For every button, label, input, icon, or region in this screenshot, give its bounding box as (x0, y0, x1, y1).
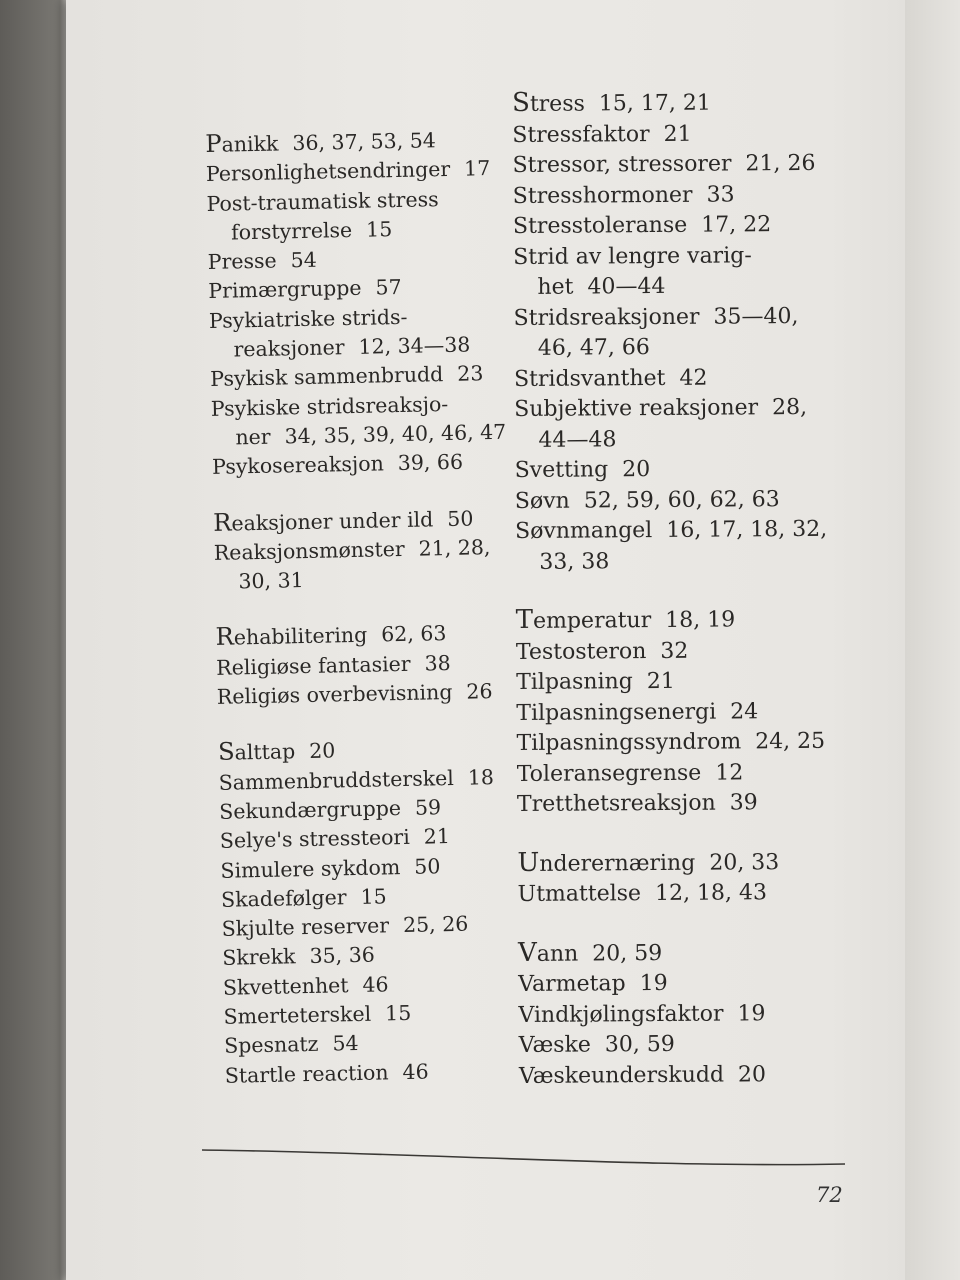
index-pages: 24 (730, 698, 759, 724)
index-pages: 35—40, (713, 303, 799, 330)
index-entry (518, 968, 830, 1001)
index-entry (514, 301, 826, 334)
index-letter-group (218, 732, 520, 1091)
index-entry (516, 666, 828, 699)
index-pages: 18 (467, 764, 495, 790)
index-term: Svetting (514, 457, 609, 483)
index-letter-group (517, 845, 830, 910)
index-letter-group (205, 124, 507, 483)
index-term: Toleransegrense (516, 760, 702, 787)
index-entry (515, 454, 827, 487)
index-letter-group (518, 935, 831, 1092)
index-term: Stressfaktor (512, 121, 650, 148)
index-pages: 54 (290, 247, 317, 273)
index-pages: 46 (402, 1059, 429, 1084)
index-entry (514, 393, 826, 426)
index-entry (218, 762, 513, 797)
index-entry (512, 118, 824, 151)
index-column-left (205, 124, 520, 1117)
index-term: Psykosereaksjon (211, 451, 385, 480)
index-entry (519, 1059, 831, 1092)
index-entry (515, 515, 827, 548)
index-term: Skrekk (222, 944, 296, 971)
index-pages: 52, 59, 60, 62, 63 (583, 486, 780, 514)
index-pages: 44—48 (538, 426, 617, 453)
index-term: Vindkjølingsfaktor (518, 1001, 724, 1028)
adjacent-page-edge (905, 0, 960, 1280)
index-entry (518, 935, 830, 970)
index-term: Testosteron (515, 638, 647, 665)
index-pages: 15 (360, 884, 387, 909)
index-pages: 23 (457, 361, 484, 387)
index-term: Tretthetsreaksjon (516, 790, 716, 817)
index-pages: 12 (715, 759, 744, 786)
index-pages: 21, 26 (745, 150, 816, 177)
index-pages: 34, 35, 39, 40, 46, 47 (284, 419, 507, 449)
index-pages: 46 (362, 972, 389, 997)
index-term: Spesnatz (223, 1032, 319, 1059)
index-pages: 20, 59 (592, 940, 663, 966)
index-pages: 19 (639, 970, 668, 997)
index-term: Stresshormoner (512, 182, 693, 209)
index-pages: 36, 37, 53, 54 (292, 128, 437, 156)
index-term: Stresstoleranse (512, 212, 688, 239)
index-column-right (512, 86, 831, 1119)
index-term: Panikk (205, 129, 279, 158)
page-number: 72 (816, 1183, 843, 1207)
index-entry (516, 635, 828, 668)
index-pages: 35, 36 (309, 943, 376, 969)
index-entry (519, 1029, 831, 1062)
index-pages: 62, 63 (380, 621, 447, 647)
index-pages: 39, 66 (397, 449, 464, 476)
index-term: Varmetap (518, 971, 626, 997)
index-letter-group (215, 617, 512, 712)
index-pages: 21 (663, 121, 692, 147)
index-term: Sekundærgruppe (219, 795, 402, 824)
index-term: Subjektive reaksjoner (514, 395, 759, 422)
index-pages: 15 (365, 216, 393, 242)
index-pages: 59 (414, 795, 442, 820)
index-term-continuation: forstyrrelse (230, 217, 353, 245)
index-pages: 21 (646, 668, 675, 695)
index-entry (212, 447, 507, 482)
index-entry-continuation (515, 545, 827, 578)
index-term: Primærgruppe (208, 276, 362, 304)
index-term: Tilpasningssyndrom (516, 729, 742, 756)
index-term: Salttap (217, 737, 296, 767)
index-term: Startle reaction (224, 1059, 389, 1088)
index-term: Psykiatriske strids- (208, 304, 408, 333)
index-pages: 30, 31 (238, 568, 304, 594)
index-pages: 16, 17, 18, 32, (666, 516, 828, 543)
index-pages: 57 (375, 275, 402, 300)
index-pages: 12, 18, 43 (654, 880, 768, 907)
index-pages: 42 (679, 365, 708, 391)
index-entry (225, 1055, 520, 1090)
index-term: Skadefølger (220, 885, 347, 912)
index-entry-continuation (513, 271, 825, 304)
index-term: Reaksjoner under ild (212, 506, 434, 537)
index-term: Stress (512, 87, 585, 118)
index-term: Sammenbruddsterskel (218, 765, 455, 795)
index-pages: 21, 28, (418, 534, 491, 561)
index-pages: 26 (466, 679, 493, 704)
index-term: Reaksjonsmønster (213, 536, 405, 565)
index-term: Stressor, stressorer (512, 151, 732, 178)
index-term: Smerteterskel (223, 1001, 372, 1029)
index-entry (514, 362, 826, 395)
index-pages: 17 (463, 156, 491, 181)
index-pages: 50 (414, 853, 441, 879)
index-pages: 20 (737, 1061, 767, 1087)
index-term: Tilpasning (516, 669, 633, 695)
index-entry-continuation (514, 332, 826, 365)
index-pages: 21 (423, 824, 451, 849)
index-term: Psykiske stridsreaksjo- (210, 391, 449, 421)
index-pages: 20, 33 (709, 849, 780, 876)
index-entry (518, 998, 830, 1031)
index-entry-continuation (214, 562, 509, 597)
index-entry-continuation (514, 423, 826, 456)
index-pages: 25, 26 (402, 911, 469, 938)
index-pages: 20 (622, 457, 651, 483)
index-term: Tilpasningsenergi (516, 699, 717, 726)
index-pages: 24, 25 (755, 728, 826, 755)
index-term: Vann (517, 937, 579, 968)
index-pages: 30, 59 (604, 1031, 675, 1058)
index-entry (206, 154, 501, 189)
index-pages: 19 (737, 1000, 766, 1026)
index-term-continuation: het (537, 274, 574, 300)
index-term: Personlighetsendringer (205, 157, 451, 187)
index-entry (516, 603, 828, 638)
index-pages: 32 (660, 638, 689, 664)
index-term: Psykisk sammenbrudd (209, 362, 444, 392)
index-term: Stridsreaksjoner (513, 304, 700, 331)
index-entry (518, 878, 830, 911)
index-term-continuation: reaksjoner (233, 335, 345, 362)
index-pages: 28, (772, 394, 808, 421)
index-term: Søvnmangel (515, 518, 653, 544)
index-term: Temperatur (515, 604, 652, 635)
index-pages: 33, 38 (539, 548, 610, 575)
index-entry (210, 359, 505, 394)
index-pages: 17, 22 (701, 212, 772, 238)
index-pages: 50 (447, 506, 474, 531)
index-pages: 33 (706, 181, 735, 208)
index-term: Post-traumatisk stress (206, 186, 439, 216)
index-term: Presse (207, 248, 277, 275)
index-term: Strid av lengre varig- (513, 242, 752, 270)
index-term: Søvn (514, 488, 570, 514)
index-entry (516, 696, 828, 729)
index-pages: 39 (729, 790, 758, 816)
index-term: Skjulte reserver (221, 913, 390, 941)
index-term: Religiøse fantasier (216, 651, 411, 680)
index-term-continuation: ner (235, 424, 271, 450)
index-entry (513, 179, 825, 212)
index-pages: 12, 34—38 (358, 332, 471, 359)
index-pages: 15 (384, 1000, 412, 1026)
index-letter-group (516, 603, 830, 821)
index-pages: 54 (332, 1031, 359, 1056)
index-entry (516, 727, 828, 760)
index-term: Væskeunderskudd (518, 1062, 725, 1089)
index-pages: 38 (424, 650, 451, 676)
index-term: Religiøs overbevisning (216, 679, 453, 709)
index-term: Rehabilitering (215, 622, 368, 652)
index-term: Utmattelse (517, 881, 642, 907)
index-entry (513, 240, 825, 273)
index-term: Selye's stressteori (219, 825, 411, 854)
footer-rule (200, 1140, 850, 1180)
index-pages: 20 (308, 738, 336, 764)
index-entry (515, 484, 827, 517)
index-letter-group (512, 86, 828, 578)
index-entry (512, 86, 824, 121)
index-pages: 46, 47, 66 (537, 335, 650, 361)
index-entry (513, 210, 825, 243)
index-pages: 40—44 (587, 273, 666, 300)
index-pages: 18, 19 (665, 607, 736, 633)
index-term: Underernæring (517, 847, 696, 878)
index-term: Simulere sykdom (220, 854, 401, 883)
index-entry (517, 845, 829, 880)
index-entry (217, 677, 512, 712)
index-term: Skvettenhet (222, 972, 349, 1000)
index-term: Væske (518, 1032, 591, 1058)
index-entry (512, 149, 824, 182)
index-letter-group (213, 502, 510, 597)
index-entry (517, 757, 829, 790)
index-entry (517, 788, 829, 821)
index-pages: 15, 17, 21 (598, 90, 711, 117)
index-term: Stridsvanthet (513, 365, 666, 392)
